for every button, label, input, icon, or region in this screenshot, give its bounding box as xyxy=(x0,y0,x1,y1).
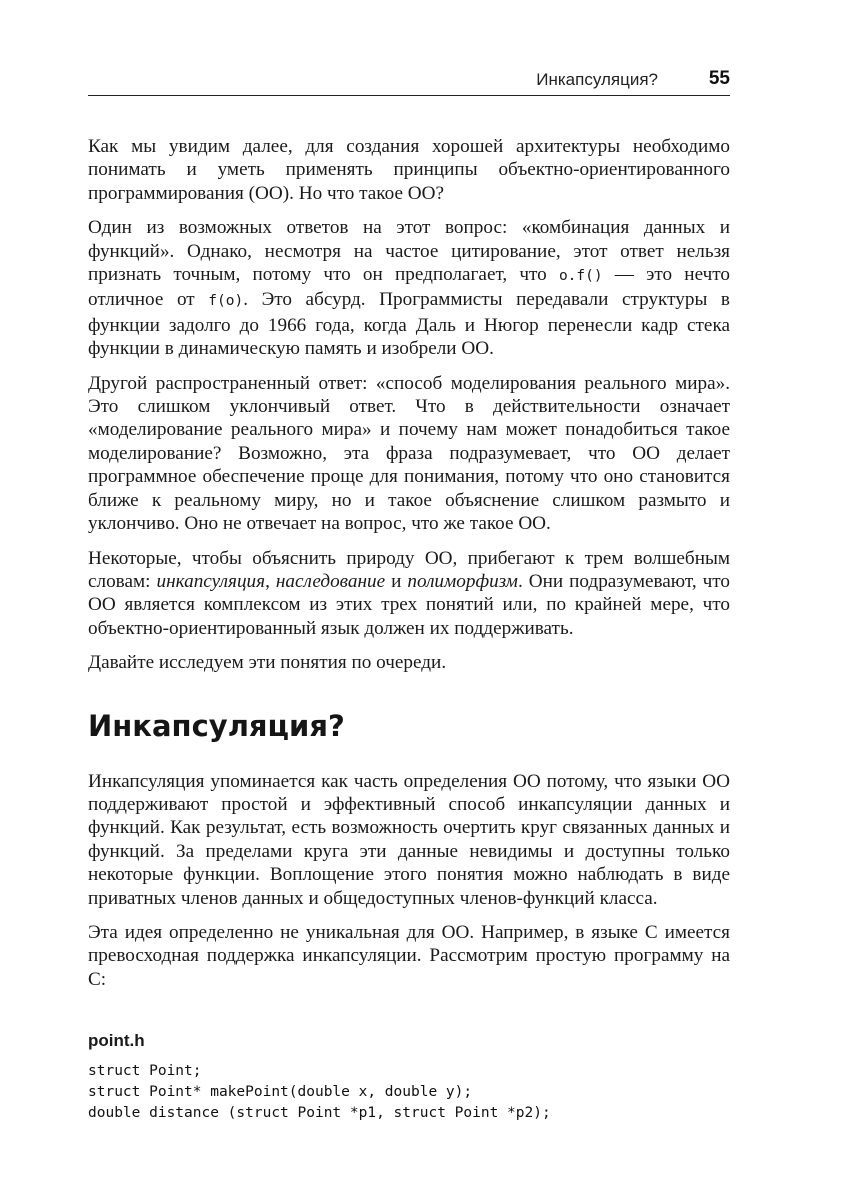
paragraph-2 xyxy=(88,216,730,360)
paragraph-4 xyxy=(88,547,730,641)
paragraph-5: Давайте исследуем эти понятия по очереди. xyxy=(88,652,447,674)
term-polymorphism: полиморфизм xyxy=(407,570,518,592)
term-inheritance: наследование xyxy=(275,570,386,592)
section-title: Инкапсуляция? xyxy=(88,708,345,743)
code-listing xyxy=(88,1061,730,1124)
paragraph-4-text-b: . Они подразумевают, что ОО является комплексом из этих трех понятий или, по крайней мере, что объектно-ориентированный язык должен их поддерживать. xyxy=(88,570,730,639)
inline-code-f-o: f(o) xyxy=(208,293,244,310)
listing-title: point.h xyxy=(88,1031,145,1051)
paragraph-2-text-a: Один из возможных ответов на этот вопрос: «комбинация данных и функций». Однако, несмотря на частое цитирование, этот ответ нельзя признать точным, потому что он предполагает, что xyxy=(88,217,730,286)
paragraph-6: Инкапсуляция упоминается как часть определения ОО потому, что языки ОО поддерживают простой и эффективный способ инкапсуляции данных и функций. Как результат, есть возможность очертить круг связанных данных и функций. За пределами круга эти данные невидимы и доступны только некоторые функции. Воплощение этого понятия можно наблюдать в виде приватных членов данных и общедоступных членов-функций класса. xyxy=(88,770,730,909)
paragraph-4-text-a: Некоторые, чтобы объяснить природу ОО, прибегают к трем волшебным словам: xyxy=(88,547,730,592)
paragraph-2-text-b: — это нечто отличное от xyxy=(88,264,730,311)
paragraph-1: Как мы увидим далее, для создания хорошей архитектуры необходимо понимать и уметь применять принципы объектно-ориентированного программирования (ОО). Но что такое ОО? xyxy=(88,136,730,204)
code-line: struct Point; xyxy=(88,1062,202,1079)
term-encapsulation: инкапсуляция xyxy=(156,570,266,592)
code-line: struct Point* makePoint(double x, double y); xyxy=(88,1083,473,1100)
inline-code-o-f: o.f() xyxy=(558,268,603,285)
paragraph-3: Другой распространенный ответ: «способ моделирования реального мира». Это слишком уклончивый ответ. Что в действительности означает «моделирование реального мира» и почему нам может понадобиться такое моделирование? Возможно, эта фраза подразумевает, что ОО делает программное обеспечение проще для понимания, потому что оно становится ближе к реальному миру, но и такое объяснение слишком размыто и уклончиво. Оно не отвечает на вопрос, что же такое ОО. xyxy=(88,372,730,535)
running-head-title: Инкапсуляция? xyxy=(536,70,658,89)
code-line: double distance (struct Point *p1, struct Point *p2); xyxy=(88,1104,551,1121)
page-body xyxy=(88,135,730,1124)
page-number: 55 xyxy=(708,68,730,89)
separator-and: и xyxy=(385,570,408,592)
separator-comma: , xyxy=(265,570,276,592)
running-head xyxy=(88,62,730,96)
paragraph-7: Эта идея определенно не уникальная для ОО. Например, в языке C имеется превосходная поддержка инкапсуляции. Рассмотрим простую программу на C: xyxy=(88,921,730,990)
paragraph-2-text-c: . Это абсурд. Программисты передавали структуры в функции задолго до 1966 года, когда Даль и Нюгор перенесли кадр стека функции в динамическую память и изобрели ОО. xyxy=(88,289,730,360)
